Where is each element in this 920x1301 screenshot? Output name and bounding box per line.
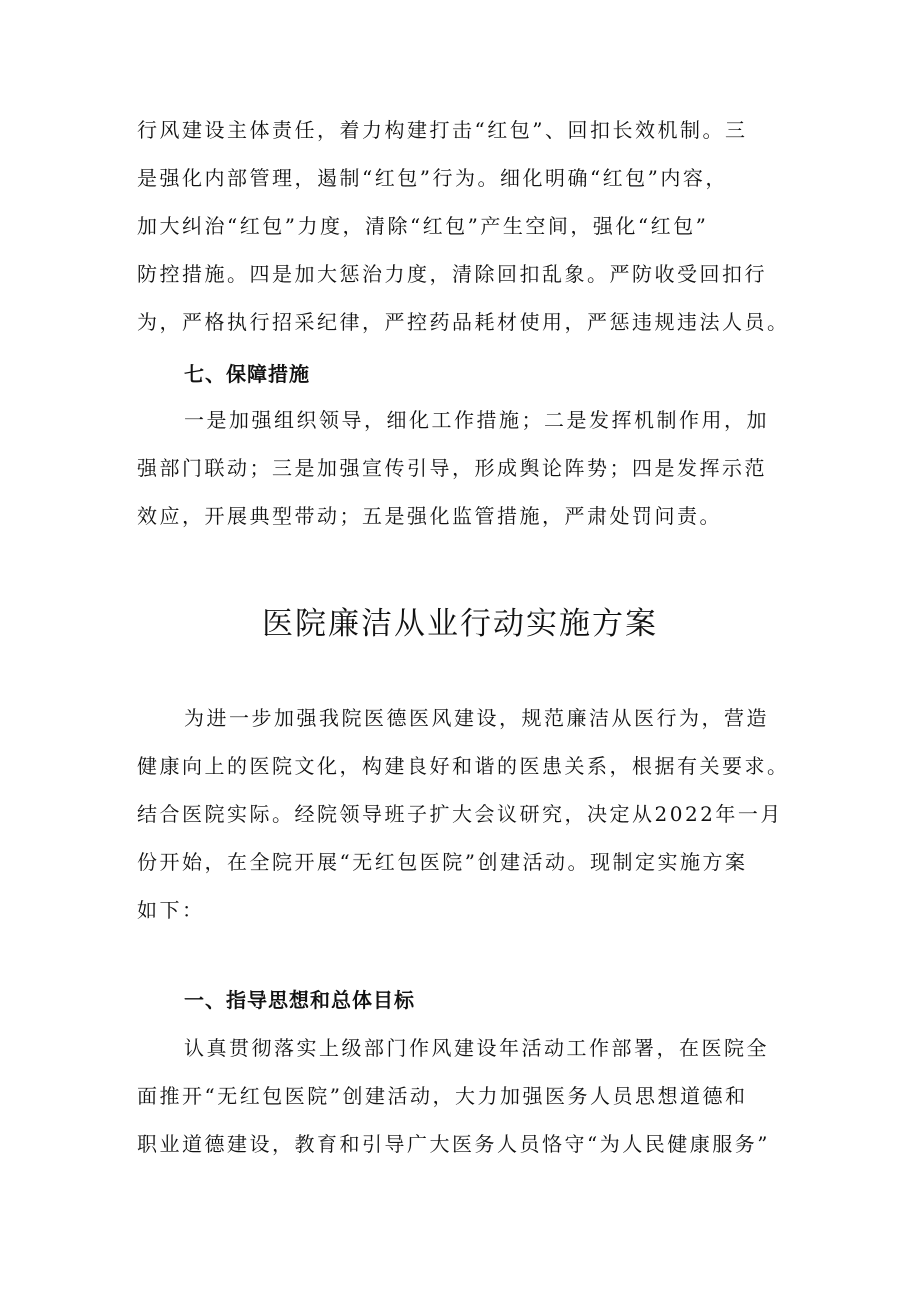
- paragraph-line: 加大纠治“红包”力度，清除“红包”产生空间，强化“红包”: [137, 214, 709, 238]
- paragraph-line: 份开始，在全院开展“无红包医院”创建活动。现制定实施方案: [137, 850, 748, 874]
- paragraph-line: 行风建设主体责任，着力构建打击“红包”、回扣长效机制。三: [137, 118, 748, 142]
- paragraph-line: 一是加强组织领导，细化工作措施；二是发挥机制作用，加: [184, 408, 769, 432]
- paragraph-line: 为，严格执行招采纪律，严控药品耗材使用，严惩违规违法人员。: [137, 310, 790, 334]
- paragraph-line: 为进一步加强我院医德医风建设，规范廉洁从医行为，营造: [184, 706, 769, 730]
- paragraph-line: 认真贯彻落实上级部门作风建设年活动工作部署，在医院全: [184, 1036, 769, 1060]
- paragraph-line: 面推开“无红包医院”创建活动，大力加强医务人员思想道德和: [137, 1084, 748, 1108]
- paragraph-line: 防控措施。四是加大惩治力度，清除回扣乱象。严防收受回扣行: [137, 262, 767, 286]
- document-title: 医院廉洁从业行动实施方案: [262, 606, 658, 642]
- section-heading-seven: 七、保障措施: [184, 362, 310, 386]
- paragraph-line: 效应，开展典型带动；五是强化监管措施，严肃处罚问责。: [137, 504, 722, 528]
- paragraph-line: 如下：: [137, 898, 205, 922]
- section-heading-one: 一、指导思想和总体目标: [184, 988, 415, 1012]
- paragraph-line: 职业道德建设，教育和引导广大医务人员恪守“为人民健康服务”: [137, 1132, 770, 1156]
- paragraph-line: 结合医院实际。经院领导班子扩大会议研究，决定从2022年一月: [137, 802, 783, 826]
- paragraph-line: 强部门联动；三是加强宣传引导，形成舆论阵势；四是发挥示范: [137, 456, 767, 480]
- paragraph-line: 健康向上的医院文化，构建良好和谐的医患关系，根据有关要求。: [137, 754, 790, 778]
- paragraph-line: 是强化内部管理，遏制“红包”行为。细化明确“红包”内容，: [137, 166, 728, 190]
